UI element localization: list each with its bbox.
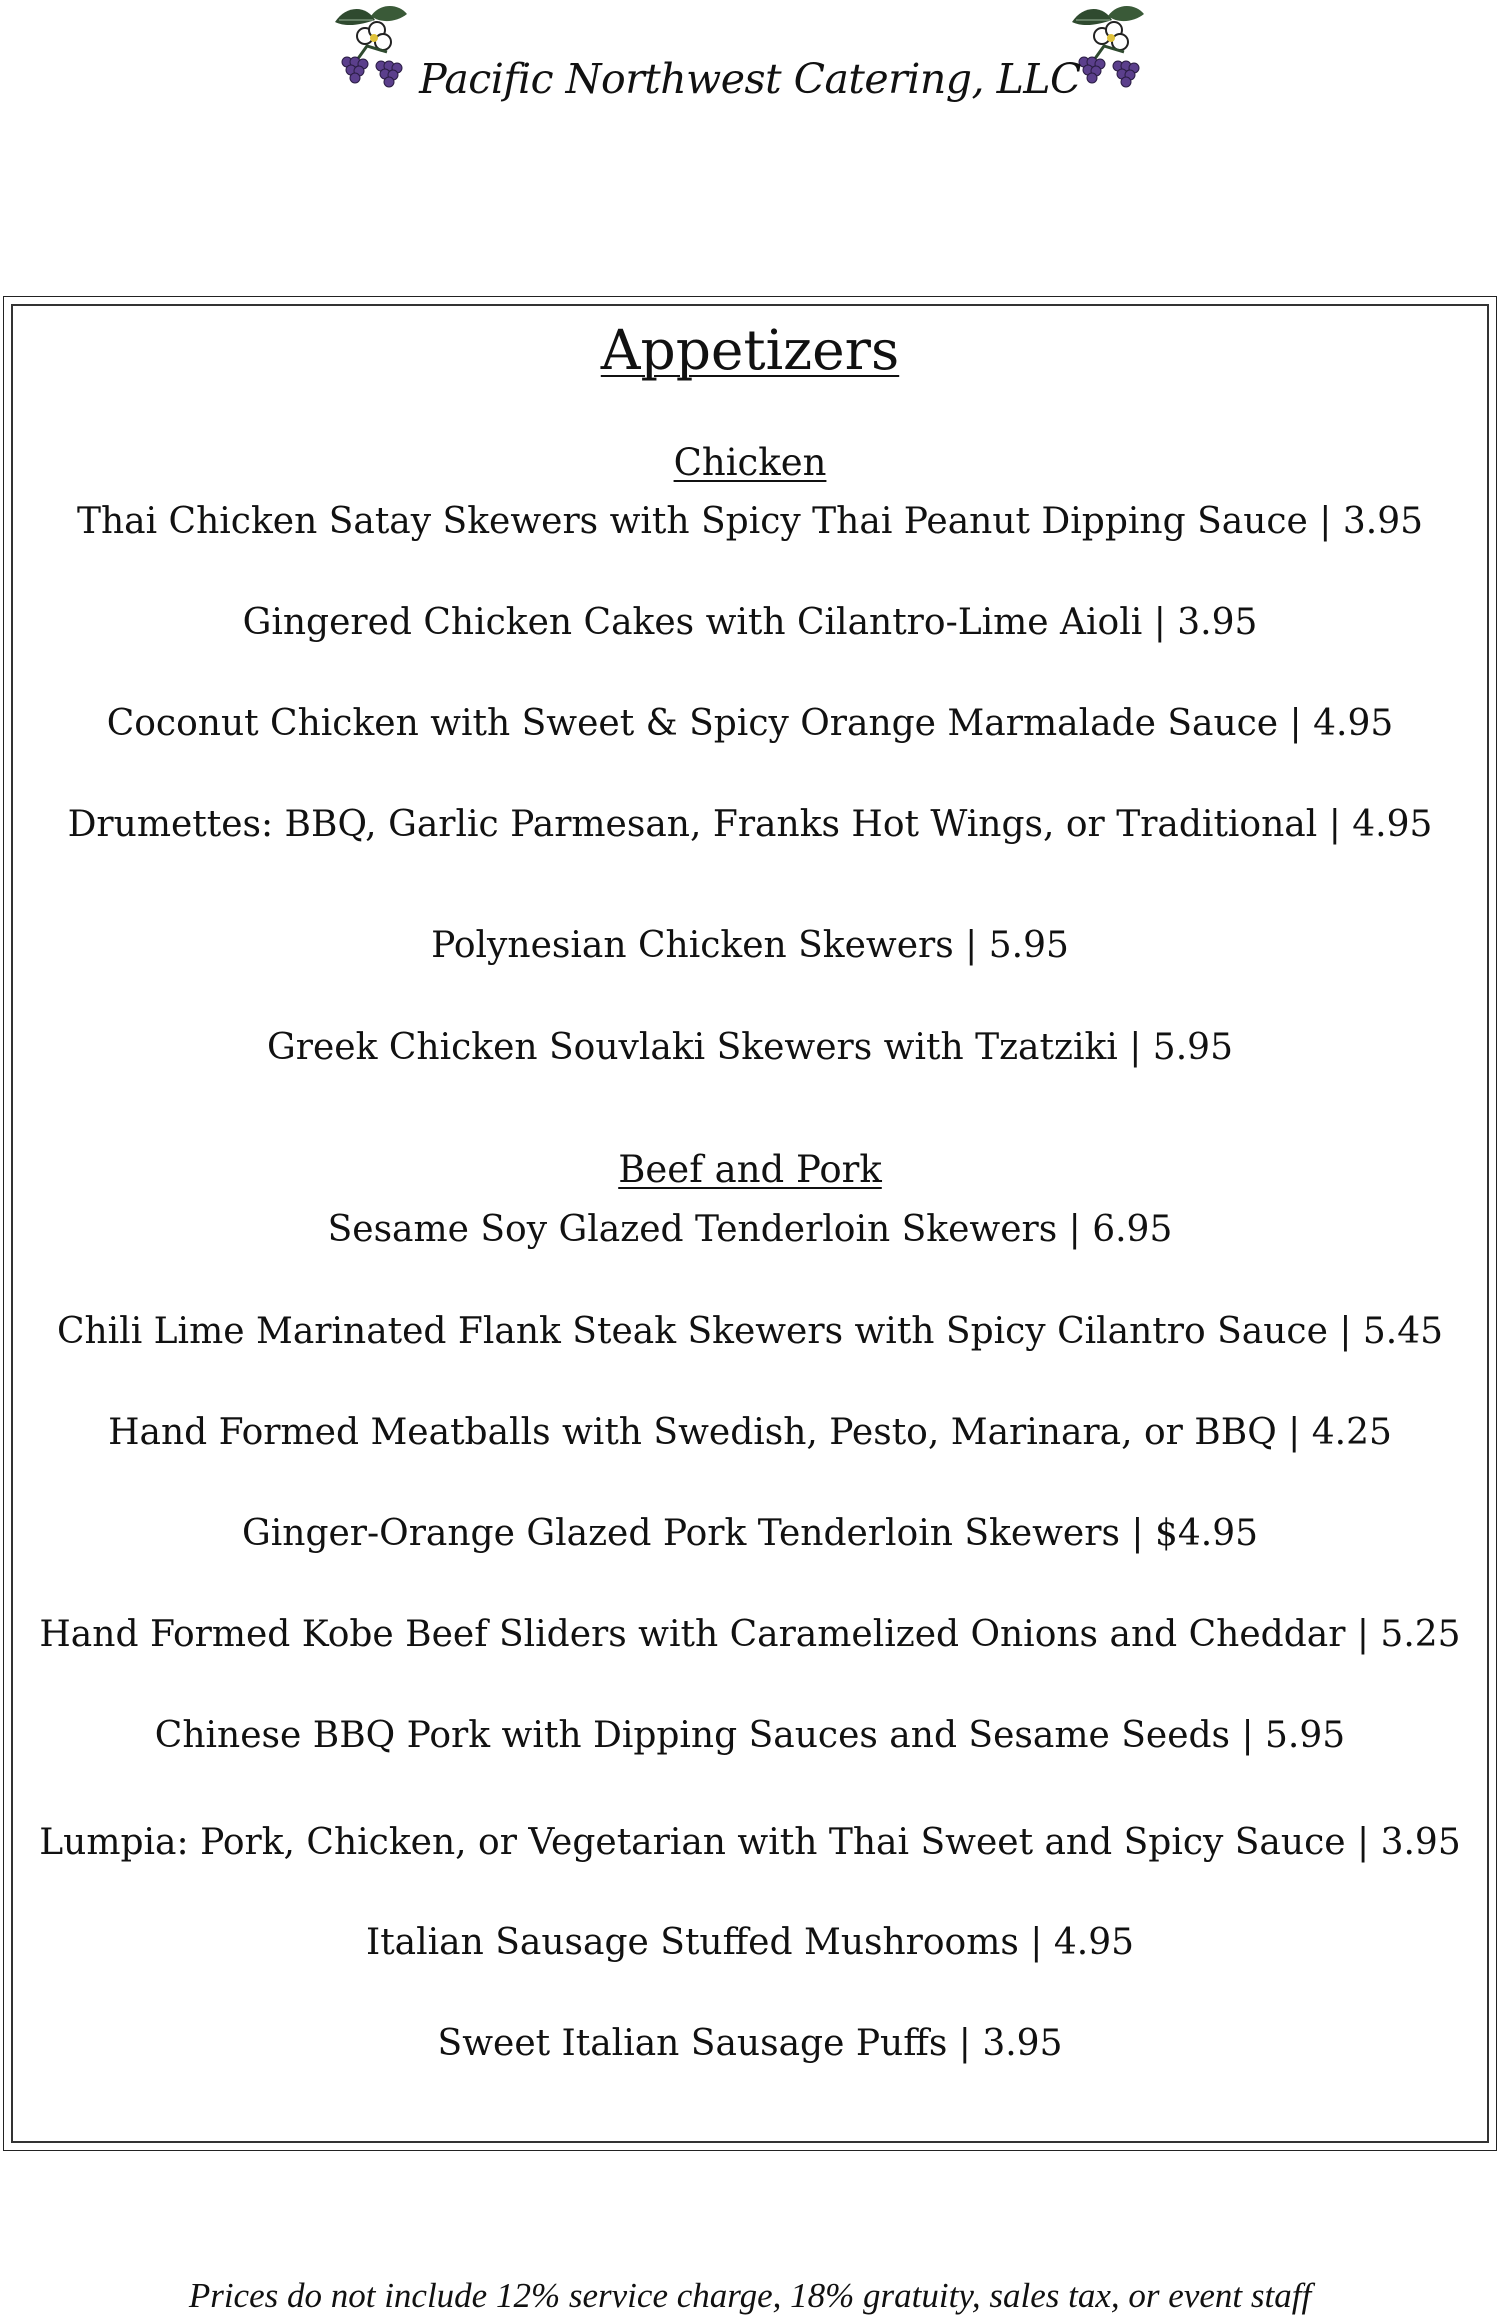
menu-item: Sesame Soy Glazed Tenderloin Skewers | 6.95 — [327, 1209, 1173, 1250]
menu-item: Hand Formed Kobe Beef Sliders with Caramelized Onions and Cheddar | 5.25 — [39, 1614, 1461, 1655]
menu-item: Chili Lime Marinated Flank Steak Skewers with Spicy Cilantro Sauce | 5.45 — [56, 1311, 1444, 1352]
menu-item: Ginger-Orange Glazed Pork Tenderloin Skewers | $4.95 — [242, 1513, 1258, 1554]
menu-item: Hand Formed Meatballs with Swedish, Pesto, Marinara, or BBQ | 4.25 — [108, 1412, 1392, 1453]
section-heading-beef-and-pork: Beef and Pork — [618, 1148, 882, 1191]
company-name: Pacific Northwest Catering, LLC — [419, 55, 1081, 103]
menu-item: Chinese BBQ Pork with Dipping Sauces and Sesame Seeds | 5.95 — [154, 1715, 1346, 1756]
section-heading-chicken: Chicken — [673, 441, 827, 484]
menu-item: Thai Chicken Satay Skewers with Spicy Thai Peanut Dipping Sauce | 3.95 — [76, 501, 1424, 542]
menu-item: Coconut Chicken with Sweet & Spicy Orange Marmalade Sauce | 4.95 — [106, 703, 1394, 744]
letterhead — [0, 0, 1500, 120]
menu-item: Gingered Chicken Cakes with Cilantro-Lime Aioli | 3.95 — [242, 602, 1258, 643]
menu-title: Appetizers — [600, 318, 900, 382]
menu-item: Lumpia: Pork, Chicken, or Vegetarian with Thai Sweet and Spicy Sauce | 3.95 — [39, 1822, 1461, 1863]
menu-item: Sweet Italian Sausage Puffs | 3.95 — [437, 2023, 1063, 2064]
menu-item: Greek Chicken Souvlaki Skewers with Tzatziki | 5.95 — [267, 1027, 1233, 1068]
pricing-note: Prices do not include 12% service charge, 18% gratuity, sales tax, or event staff — [188, 2276, 1312, 2315]
menu-item: Polynesian Chicken Skewers | 5.95 — [431, 925, 1069, 966]
menu-item: Drumettes: BBQ, Garlic Parmesan, Franks Hot Wings, or Traditional | 4.95 — [67, 804, 1433, 845]
menu-item: Italian Sausage Stuffed Mushrooms | 4.95 — [365, 1922, 1135, 1963]
